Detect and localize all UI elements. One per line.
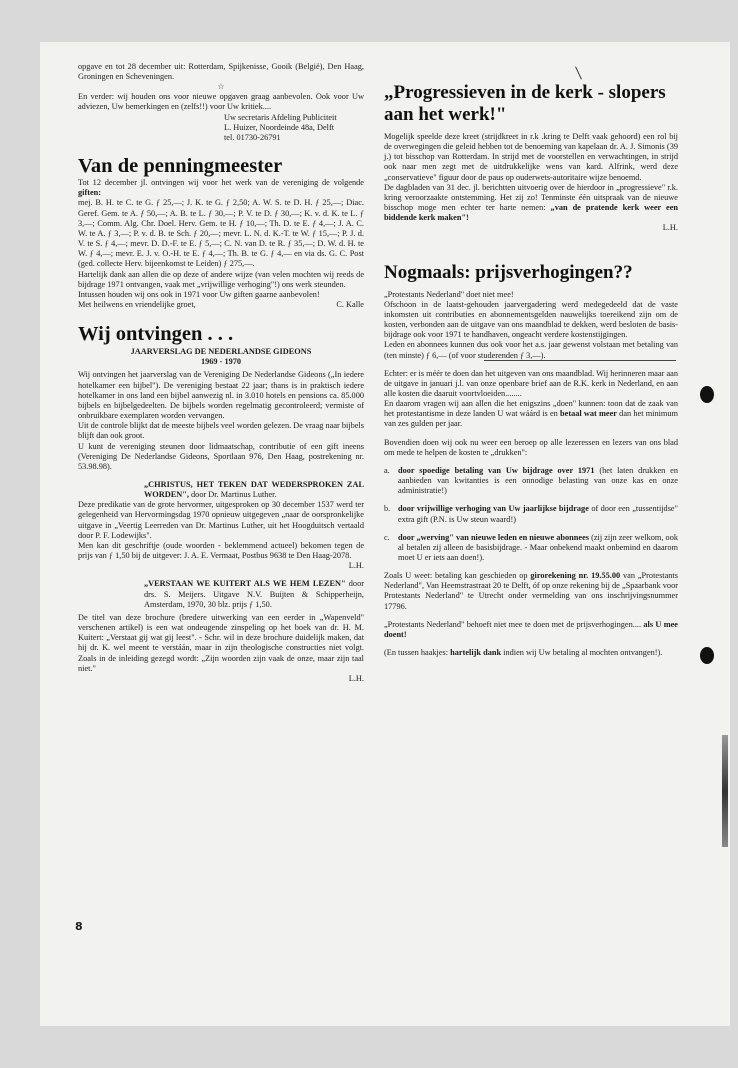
prijs-p4: Echter: er is méér te doen dan het uitgeven van ons maandblad. Wij herinneren maar aan de uitgave in januari j.l. van onze openbare brief aan de R.K. kerk in Nederland, en aan alle kosten die daaruit voortvloeiden........: [384, 368, 678, 398]
prijs-p7: Zoals U weet: betaling kan geschieden op girorekening nr. 19.55.00 van „Protestants Nederland", Van Heemstrastraat 20 te Delft, óf op onze rekening bij de „Spaarbank voor Protestants Nederland" te Utrecht onder vermelding van ons inschrijvingsnummer 17796.: [384, 571, 678, 611]
list-item: c. door „werving" van nieuwe leden en nieuwe abonnees (zij zijn zeer welkom, ook al betalen zij alleen de basisbijdrage. - Maar onbekend maakt onbemind en daarom moet U er iets aan doen!).: [384, 532, 678, 562]
gifts-list: mej. B. H. te C. te G. ƒ 25,—; J. K. te G. ƒ 2,50; A. W. S. te D. H. ƒ 25,—; Diac. Geref. Gem. te A. ƒ 50,—; A. B. te L. ƒ 30,—; P. V. te D. ƒ 30,—; K. v. d. K. te L. ƒ 3,—; Comm. Alg. Chr. Doel. Herv. Gem. te H. ƒ 10,—; Th. D. te E. ƒ 4,—; J. A. C. W. te A. ƒ 3,—; P. v. d. B. te Sch. ƒ 20,—; mevr. L. N. d. K.-T. te W. ƒ 15,—; P. J. d. V. te S. ƒ 4,—; mevr. D. D.-F. te E. ƒ 5,—; C. N. van D. te R. ƒ 35,—; D. W. d. H. te W. ƒ 4,—; mevr. E. J. v. O.-H. te E. ƒ 4,—; Th. B. te G. ƒ 4,— en via ds. G. C. Post (ged. collecte Herv. bijeenkomst te Leiden) ƒ 275,—.: [78, 198, 364, 269]
book1-body: Deze predikatie van de grote hervormer, uitgesproken op 30 december 1537 werd ter gelegenheid van Hervormingsdag 1970 opnieuw uitgegeven „naar de oorspronkelijke uitgave in „Veertig Leerreden van Dr. Martinus Luther, uit het Hoogduitsch vertaald door P. F. Lodewijks".: [78, 500, 364, 540]
closing-text: En verder: wij houden ons voor nieuwe opgaven graag aanbevolen. Ook voor Uw adviezen, Uw bemerkingen en (zelfs!!) voor Uw kritiek....: [78, 92, 364, 112]
book2-heading: „VERSTAAN WE KUITERT ALS WE HEM LEZEN" door drs. S. Meijers. Uitgave N.V. Buijten & Schipperheijn, Amsterdam, 1970, 30 blz. prijs ƒ 1,50.: [144, 579, 364, 609]
prijs-p3: Leden en abonnees kunnen dus ook voor het a.s. jaar gewenst volstaan met betaling van (ten minste) ƒ 6,— (of voor studerenden ƒ 3,—).: [384, 340, 678, 360]
report-body-3: U kunt de vereniging steunen door lidmaatschap, contributie of een gift ineens (Vereniging De Nederlandse Gideons, Sportlaan 976, Den Haag, postrekening nr. 53.98.98).: [78, 441, 364, 471]
progressieven-body-1: Mogelijk speelde deze kreet (strijdkreet in r.k .kring te Delft vaak gehoord) een rol bij de overwegingen die geleid hebben tot de benoeming van kapelaan dr. A. J. Simonis (39 j.) tot bisschop van Rotterdam. In strijd met de voorstellen en verwachtingen, in strijd ook naar men zegt met de uitdrukkelijke wens van kard. Alfrink, werd deze „conservatieve" figuur door de paus op ouderwets-autoritaire wijze benoemd.: [384, 132, 678, 182]
section-divider: [484, 360, 676, 361]
prijs-p1: „Protestants Nederland" doet niet mee!: [384, 289, 514, 299]
binding-edge: [722, 735, 728, 847]
prijs-heading: Nogmaals: prijsverhogingen??: [384, 261, 633, 283]
star-divider: ☆: [217, 82, 225, 92]
secretary-signature: Uw secretaris Afdeling Publiciteit L. Huizer, Noordeinde 48a, Delft tel. 01730-26791: [224, 112, 337, 142]
meantime-text: Intussen houden wij ons ook in 1971 voor Uw giften gaarne aanbevolen!: [78, 289, 320, 299]
punch-hole: [700, 647, 714, 664]
report-title: JAARVERSLAG DE NEDERLANDSE GIDEONS: [130, 347, 312, 357]
progressieven-body-2: De dagbladen van 31 dec. jl. berichtten uitvoerig over de hierdoor in „progressieve" r.k. kring veroorzaakte ontstemming. Het zij zo! Tenminste één uitspraak van de nieuwe bisschop moge men echter ter harte nemen: „van de pratende kerk weer een biddende kerk maken"!: [384, 182, 678, 223]
report-body: Wij ontvingen het jaarverslag van de Vereniging De Nederlandse Gideons („In iedere hotelkamer een bijbel"). De vereniging bestaat 22 jaar; thans is in praktisch iedere hotelkamer in ons land een bijbel aanwezig nl. in 3.010 hotels en pensions ca. 85.000 bijbels en bijbelgedeelten. De bijbels worden regelmatig gecontroleerd; vermiste of onbruikbare exemplaren worden vervangen.: [78, 370, 364, 421]
book2-sign: L.H.: [348, 673, 364, 683]
list-item: b. door vrijwillige verhoging van Uw jaarlijkse bijdrage of door een „tussentijdse" extra gift (P.N. is Uw steun waard!): [384, 504, 679, 524]
penningmeester-intro: Tot 12 december jl. ontvingen wij voor het werk van de vereniging de volgende giften:: [78, 178, 364, 198]
prijs-p5: En daarom vragen wij aan allen die het enigszins „doen" kunnen: toon dat de zaak van het protestantisme in deze landen U wat wáárd is en betaal wat meer dan het minimum van zes gulden per jaar.: [384, 399, 678, 429]
book1-body-2: Men kan dit geschriftje (oude woorden - beklemmend actueel) bekomen tegen de prijs van ƒ 1,50 bij de uitgever: J. A. E. Vermaat, Postbus 9638 te Den Haag-2078.: [78, 540, 364, 561]
progressieven-sign: L.H.: [662, 223, 678, 233]
right-column: [384, 82, 678, 658]
left-column: [78, 62, 364, 684]
prijs-p8: „Protestants Nederland" behoeft niet mee te doen met de prijsverhogingen.... als U mee doent!: [384, 619, 678, 639]
penningmeester-heading: Van de penningmeester: [78, 155, 283, 178]
prijs-p6: Bovendien doen wij ook nu weer een beroep op alle lezeressen en lezers van ons blad om mede te helpen de kosten te „drukken":: [384, 437, 678, 457]
ontvingen-heading: Wij ontvingen . . .: [78, 323, 234, 346]
book2-body: De titel van deze brochure (bredere uitwerking van een eerder in „Wapenveld" verschenen artikel) is een wat ondeugende zinspeling op het boek van dr. H. M. Kuitert: „Verstaat gij wat gij leest". - Schr. wil in deze brochure duidelijk maken, dat hij dr. K. wel meent te verstáán, maar in zijn theologische constructies niet volgt. Zoals in de inleiding gezegd wordt: „Zijn woorden zijn vaak de onze, maar zijn taal niet.": [78, 612, 364, 673]
intro-text: opgave en tot 28 december uit: Rotterdam, Spijkenisse, Gooik (België), Den Haag, Groningen en Scheveningen.: [78, 62, 364, 82]
punch-hole: [700, 386, 714, 403]
penningmeester-signoff: Met heilwens en vriendelijke groet, C. Kalle: [78, 299, 364, 309]
prijs-p9: (En tussen haakjes: hartelijk dank indien wij Uw betaling al mochten ontvangen!).: [384, 648, 663, 658]
thanks-text: Hartelijk dank aan allen die op deze of andere wijze (van velen mochten wij reeds de bijdrage 1971 ontvangen, vaak met „vrijwillige verhoging"!) ons werk steunden.: [78, 269, 364, 289]
report-body-2: Uit de controle blijkt dat de meeste bijbels veel worden gelezen. De vraag naar bijbels blijft dan ook groot.: [78, 421, 364, 441]
book1-heading: „CHRISTUS, HET TEKEN DAT WEDERSPROKEN ZAL WORDEN", door Dr. Martinus Luther.: [144, 480, 364, 500]
progressieven-heading: „Progressieven in de kerk - slopers aan het werk!": [384, 82, 666, 125]
list-item: a. door spoedige betaling van Uw bijdrage over 1971 (het laten drukken en aanbieden van kwitanties is een onnodige belasting van onze kas en onze administratie!): [384, 465, 678, 496]
report-years: 1969 - 1970: [200, 357, 242, 367]
book1-sign: L.H.: [348, 561, 364, 571]
prijs-p2: Ofschoon in de laatst-gehouden jaarvergadering werd medegedeeld dat de vaste inkomsten uit contributies en abonnementsgelden nauwelijks toereikend zijn om de kosten, verbonden aan de uitgave van ons maandblad te dekken, werd besloten de basis-bijdrage ook voor 1971 te handhaven, ongeacht verdere kostenstijgingen.: [384, 299, 678, 340]
page-number: 8: [75, 920, 83, 933]
